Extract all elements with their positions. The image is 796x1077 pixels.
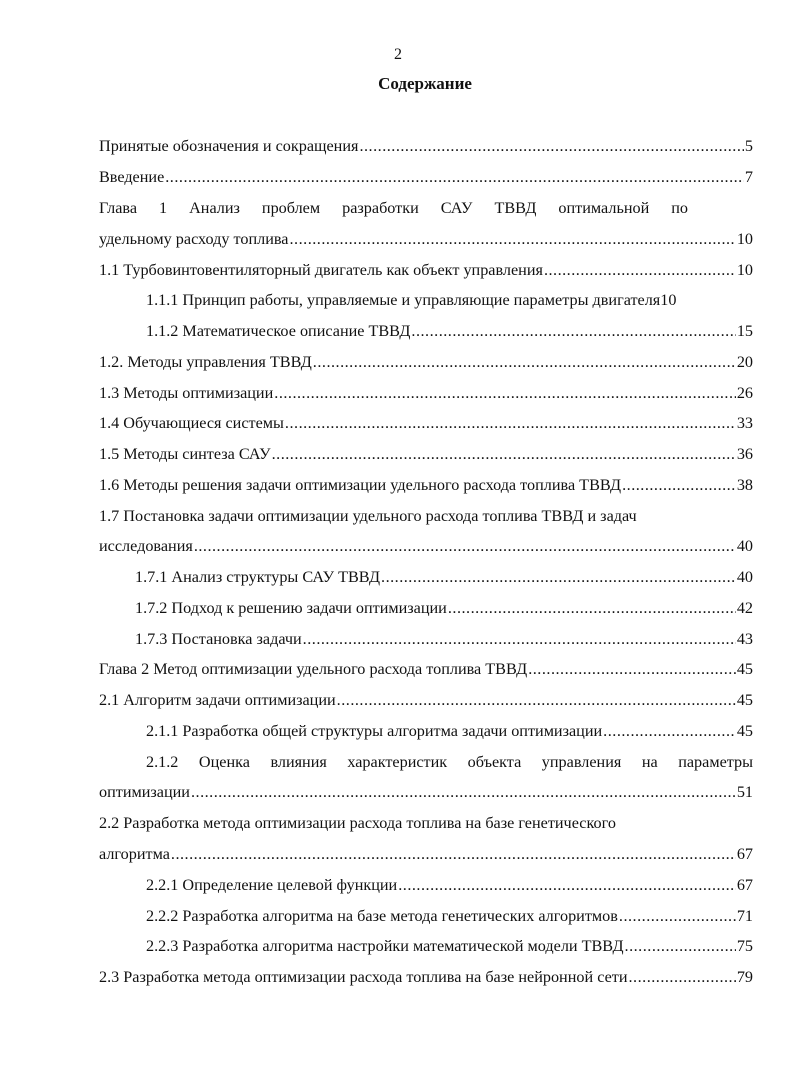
page-title: Содержание [378,74,472,93]
toc-entry: 1.7.2 Подход к решению задачи оптимизации ..... 42 [135,598,753,618]
toc-entry: 1.1.1 Принцип работы, управляемые и управляющие параметры двигателя 10 [146,291,677,309]
toc-entry: 1.2. Методы управления ТВВД ..... 20 [99,352,753,372]
toc-entry: 2.2.3 Разработка алгоритма настройки математической модели ТВВД ..... 75 [146,936,753,956]
toc-entry-first-line: 2.2 Разработка метода оптимизации расхода топлива на базе генетического [99,814,616,832]
toc-entry: 2.1 Алгоритм задачи оптимизации ..... 45 [99,690,753,710]
toc-entry: удельному расходу топлива ..... 10 [99,229,753,249]
toc-entry: 2.1.1 Разработка общей структуры алгоритма задачи оптимизации ..... 45 [146,721,753,741]
toc-entry: алгоритма ..... 67 [99,844,753,864]
toc-entry: 1.5 Методы синтеза САУ ..... 36 [99,444,753,464]
toc-entry-first-line: 2.1.2 Оценка влияния характеристик объекта управления на параметры [146,753,753,771]
toc-entry-first-line: 1.7 Постановка задачи оптимизации удельного расхода топлива ТВВД и задач [99,507,637,525]
toc-entry: 1.1 Турбовинтовентиляторный двигатель как объект управления ..... 10 [99,260,753,280]
toc-entry: 1.6 Методы решения задачи оптимизации удельного расхода топлива ТВВД ..... 38 [99,475,753,495]
toc-entry: Глава 2 Метод оптимизации удельного расхода топлива ТВВД ..... 45 [99,659,753,679]
toc-entry: оптимизации ..... 51 [99,782,753,802]
toc-entry: Введение ..... 7 [99,167,753,187]
toc-entry: Принятые обозначения и сокращения ..... 5 [99,136,753,156]
toc-entry: 1.1.2 Математическое описание ТВВД ..... 15 [146,321,753,341]
toc-entry: 1.7.3 Постановка задачи ..... 43 [135,629,753,649]
toc-entry: 1.4 Обучающиеся системы ..... 33 [99,413,753,433]
toc-entry-first-line: Глава 1 Анализ проблем разработки САУ ТВВД оптимальной по [99,199,688,217]
toc-entry: 1.3 Методы оптимизации ..... 26 [99,383,753,403]
toc-entry: 2.2.1 Определение целевой функции ..... 67 [146,875,753,895]
toc-entry: 2.3 Разработка метода оптимизации расхода топлива на базе нейронной сети ..... 79 [99,967,753,987]
toc-entry: исследования ..... 40 [99,536,753,556]
page-number: 2 [394,46,402,63]
toc-entry: 2.2.2 Разработка алгоритма на базе метода генетических алгоритмов ..... 71 [146,906,753,926]
toc-entry: 1.7.1 Анализ структуры САУ ТВВД ..... 40 [135,567,753,587]
